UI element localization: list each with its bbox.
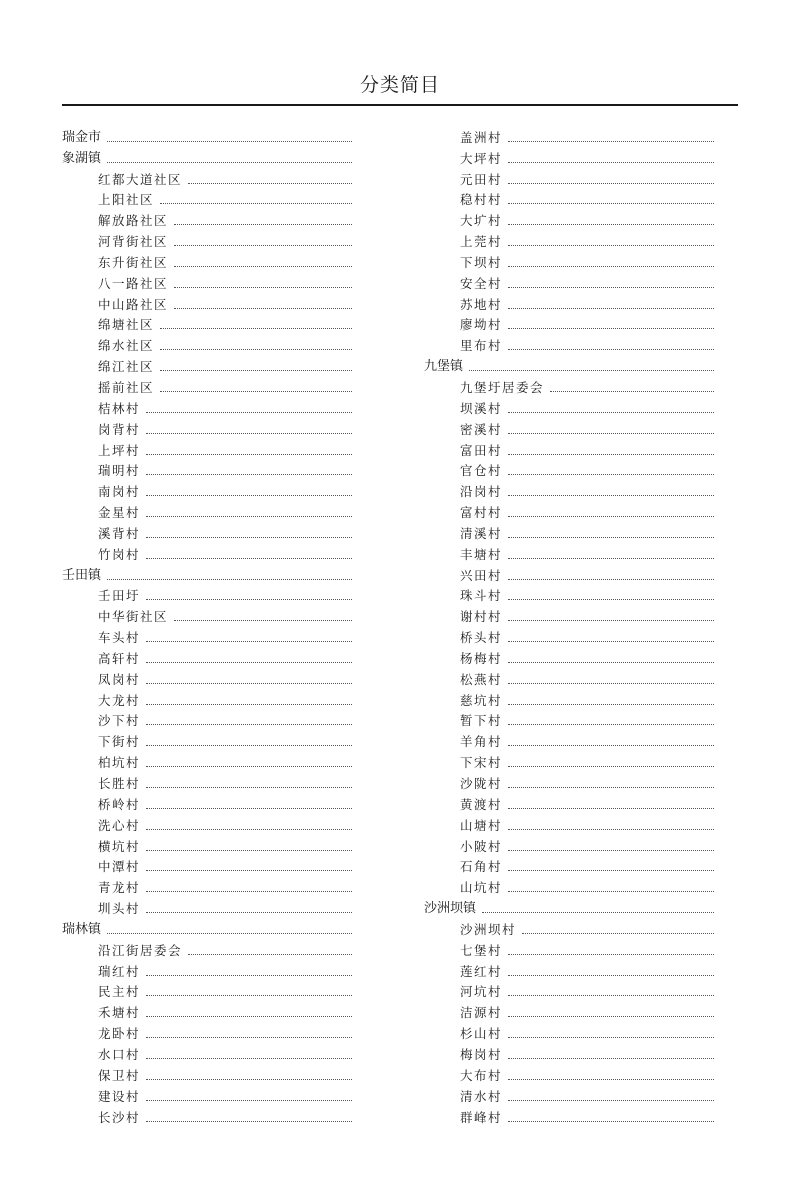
toc-entry xyxy=(424,207,714,228)
dot-leader xyxy=(508,1121,714,1122)
toc-entry xyxy=(62,958,352,979)
dot-leader xyxy=(508,995,714,996)
dot-leader xyxy=(508,1079,714,1080)
toc-entry-label: 绵水社区 xyxy=(98,338,155,354)
dot-leader xyxy=(508,662,714,663)
toc-entry-label: 车头村 xyxy=(98,630,141,646)
toc-entry-label: 河坑村 xyxy=(460,984,503,1000)
toc-entry xyxy=(62,666,352,687)
toc-entry-label: 清溪村 xyxy=(460,525,503,541)
toc-entry xyxy=(62,874,352,895)
toc-entry-label: 珠斗村 xyxy=(460,588,503,604)
toc-entry xyxy=(62,228,352,249)
toc-entry-label: 松燕村 xyxy=(460,671,503,687)
toc-entry-label: 下坝村 xyxy=(460,254,503,270)
toc-entry xyxy=(62,478,352,499)
dot-leader xyxy=(508,433,714,434)
toc-entry-label: 桔林村 xyxy=(98,400,141,416)
toc-entry-label: 下街村 xyxy=(98,734,141,750)
toc-entry-label: 石角村 xyxy=(460,859,503,875)
toc-entry-label: 沙洲坝镇 xyxy=(424,901,477,917)
dot-leader xyxy=(469,370,714,371)
toc-section-heading xyxy=(424,895,714,916)
toc-entry xyxy=(424,249,714,270)
toc-entry-label: 洗心村 xyxy=(98,817,141,833)
toc-entry xyxy=(424,499,714,520)
dot-leader xyxy=(146,995,352,996)
toc-entry-label: 建设村 xyxy=(98,1088,141,1104)
toc-entry xyxy=(424,666,714,687)
toc-entry xyxy=(424,187,714,208)
toc-entry-label: 中华街社区 xyxy=(98,609,169,625)
dot-leader xyxy=(508,224,714,225)
toc-entry xyxy=(424,603,714,624)
toc-entry-label: 桥岭村 xyxy=(98,796,141,812)
dot-leader xyxy=(107,162,352,163)
toc-entry-label: 沙洲坝村 xyxy=(460,921,517,937)
dot-leader xyxy=(174,245,352,246)
toc-entry-label: 高轩村 xyxy=(98,650,141,666)
dot-leader xyxy=(508,203,714,204)
toc-entry xyxy=(62,312,352,333)
dot-leader xyxy=(174,287,352,288)
toc-entry xyxy=(62,207,352,228)
dot-leader xyxy=(508,141,714,142)
toc-entry xyxy=(62,437,352,458)
toc-entry xyxy=(424,437,714,458)
toc-entry-label: 桥头村 xyxy=(460,630,503,646)
toc-entry xyxy=(62,791,352,812)
toc-entry xyxy=(424,958,714,979)
toc-entry xyxy=(62,374,352,395)
toc-entry xyxy=(424,1062,714,1083)
toc-entry xyxy=(424,624,714,645)
toc-entry-label: 羊角村 xyxy=(460,734,503,750)
dot-leader xyxy=(188,183,352,184)
toc-entry-label: 小陂村 xyxy=(460,838,503,854)
toc-entry-label: 瑞金市 xyxy=(62,129,102,145)
toc-entry-label: 盖洲村 xyxy=(460,129,503,145)
toc-entry-label: 清水村 xyxy=(460,1088,503,1104)
dot-leader xyxy=(146,704,352,705)
toc-entry xyxy=(62,291,352,312)
dot-leader xyxy=(508,537,714,538)
toc-left-column xyxy=(62,124,352,1125)
toc-entry xyxy=(424,708,714,729)
toc-entry-label: 七堡村 xyxy=(460,942,503,958)
toc-entry-label: 壬田镇 xyxy=(62,567,102,583)
toc-section-heading xyxy=(424,353,714,374)
toc-entry-label: 民主村 xyxy=(98,984,141,1000)
toc-entry-label: 梅岗村 xyxy=(460,1046,503,1062)
toc-entry-label: 洁源村 xyxy=(460,1005,503,1021)
toc-entry-label: 南岗村 xyxy=(98,484,141,500)
toc-entry xyxy=(424,770,714,791)
toc-entry-label: 中山路社区 xyxy=(98,296,169,312)
toc-entry-label: 莲红村 xyxy=(460,963,503,979)
dot-leader xyxy=(146,516,352,517)
dot-leader xyxy=(508,349,714,350)
toc-entry xyxy=(62,895,352,916)
toc-entry xyxy=(62,353,352,374)
dot-leader xyxy=(508,1016,714,1017)
toc-entry xyxy=(62,499,352,520)
toc-entry-label: 瑞红村 xyxy=(98,963,141,979)
dot-leader xyxy=(508,495,714,496)
dot-leader xyxy=(146,454,352,455)
toc-entry xyxy=(62,645,352,666)
dot-leader xyxy=(107,141,352,142)
toc-entry xyxy=(424,937,714,958)
toc-entry-label: 长胜村 xyxy=(98,776,141,791)
toc-entry xyxy=(62,1020,352,1041)
dot-leader xyxy=(146,412,352,413)
toc-entry-label: 沙陇村 xyxy=(460,776,503,791)
toc-entry xyxy=(424,687,714,708)
dot-leader xyxy=(508,724,714,725)
toc-entry xyxy=(62,458,352,479)
toc-entry xyxy=(424,541,714,562)
toc-entry-label: 富田村 xyxy=(460,442,503,458)
toc-entry-label: 水口村 xyxy=(98,1046,141,1062)
toc-entry xyxy=(62,1083,352,1104)
toc-entry xyxy=(424,478,714,499)
dot-leader xyxy=(146,495,352,496)
dot-leader xyxy=(508,683,714,684)
toc-entry-label: 红都大道社区 xyxy=(98,171,183,187)
toc-entry-label: 龙卧村 xyxy=(98,1026,141,1042)
dot-leader xyxy=(146,1037,352,1038)
toc-entry xyxy=(424,854,714,875)
toc-entry xyxy=(62,416,352,437)
dot-leader xyxy=(508,1037,714,1038)
toc-entry xyxy=(62,1104,352,1125)
toc-entry-label: 山坑村 xyxy=(460,880,503,896)
toc-entry xyxy=(424,270,714,291)
toc-entry-label: 瑞明村 xyxy=(98,463,141,479)
dot-leader xyxy=(146,745,352,746)
toc-entry-label: 苏地村 xyxy=(460,296,503,312)
toc-entry-label: 谢村村 xyxy=(460,609,503,625)
toc-entry-label: 沙下村 xyxy=(98,713,141,729)
toc-entry-label: 绵塘社区 xyxy=(98,317,155,333)
toc-entry xyxy=(424,395,714,416)
toc-entry-label: 摇前社区 xyxy=(98,379,155,395)
toc-entry xyxy=(424,124,714,145)
dot-leader xyxy=(508,308,714,309)
dot-leader xyxy=(174,308,352,309)
toc-entry xyxy=(424,228,714,249)
toc-entry-label: 瑞林镇 xyxy=(62,921,102,937)
toc-entry-label: 大圹村 xyxy=(460,213,503,229)
dot-leader xyxy=(508,183,714,184)
toc-entry-label: 圳头村 xyxy=(98,901,141,917)
dot-leader xyxy=(174,620,352,621)
toc-entry-label: 长沙村 xyxy=(98,1109,141,1125)
toc-entry-label: 解放路社区 xyxy=(98,213,169,229)
dot-leader xyxy=(146,662,352,663)
dot-leader xyxy=(160,328,352,329)
dot-leader xyxy=(508,1100,714,1101)
toc-entry-label: 暂下村 xyxy=(460,713,503,729)
toc-entry xyxy=(62,937,352,958)
toc-entry-label: 金星村 xyxy=(98,505,141,521)
toc-section-heading xyxy=(62,145,352,166)
toc-entry-label: 九堡镇 xyxy=(424,359,464,375)
dot-leader xyxy=(146,641,352,642)
toc-entry xyxy=(424,645,714,666)
toc-entry xyxy=(62,249,352,270)
toc-entry xyxy=(424,583,714,604)
toc-entry-label: 兴田村 xyxy=(460,567,503,583)
dot-leader xyxy=(508,266,714,267)
dot-leader xyxy=(550,391,714,392)
dot-leader xyxy=(522,933,714,934)
dot-leader xyxy=(146,1100,352,1101)
dot-leader xyxy=(146,433,352,434)
title-divider xyxy=(62,104,738,106)
toc-entry-label: 山塘村 xyxy=(460,817,503,833)
dot-leader xyxy=(146,683,352,684)
toc-entry xyxy=(62,187,352,208)
toc-entry xyxy=(424,458,714,479)
dot-leader xyxy=(508,620,714,621)
toc-entry xyxy=(424,166,714,187)
dot-leader xyxy=(508,766,714,767)
toc-entry-label: 密溪村 xyxy=(460,421,503,437)
toc-entry-label: 丰塘村 xyxy=(460,546,503,562)
dot-leader xyxy=(160,391,352,392)
toc-entry xyxy=(424,791,714,812)
toc-section-heading xyxy=(62,562,352,583)
dot-leader xyxy=(482,912,714,913)
dot-leader xyxy=(188,954,352,955)
toc-entry-label: 溪背村 xyxy=(98,525,141,541)
dot-leader xyxy=(508,412,714,413)
toc-entry-label: 廖坳村 xyxy=(460,317,503,333)
toc-section-heading xyxy=(62,124,352,145)
toc-entry xyxy=(62,749,352,770)
toc-entry-label: 上坪村 xyxy=(98,442,141,458)
toc-entry-label: 大布村 xyxy=(460,1067,503,1083)
toc-entry-label: 沿岗村 xyxy=(460,484,503,500)
toc-entry-label: 东升街社区 xyxy=(98,254,169,270)
toc-entry xyxy=(62,166,352,187)
toc-entry xyxy=(424,728,714,749)
toc-entry xyxy=(62,687,352,708)
toc-entry-label: 官仓村 xyxy=(460,463,503,479)
toc-entry-label: 黄渡村 xyxy=(460,796,503,812)
toc-entry xyxy=(424,562,714,583)
dot-leader xyxy=(508,287,714,288)
dot-leader xyxy=(146,891,352,892)
dot-leader xyxy=(146,1016,352,1017)
toc-entry xyxy=(424,291,714,312)
toc-entry-label: 下宋村 xyxy=(460,755,503,771)
toc-entry xyxy=(62,708,352,729)
dot-leader xyxy=(508,474,714,475)
toc-entry xyxy=(424,1041,714,1062)
dot-leader xyxy=(146,537,352,538)
toc-entry xyxy=(424,979,714,1000)
toc-entry xyxy=(62,1041,352,1062)
toc-entry xyxy=(62,812,352,833)
dot-leader xyxy=(508,1058,714,1059)
dot-leader xyxy=(107,933,352,934)
toc-entry xyxy=(62,979,352,1000)
toc-entry xyxy=(62,770,352,791)
toc-entry xyxy=(62,395,352,416)
dot-leader xyxy=(508,599,714,600)
dot-leader xyxy=(508,454,714,455)
dot-leader xyxy=(508,787,714,788)
toc-entry-label: 元田村 xyxy=(460,171,503,187)
dot-leader xyxy=(160,203,352,204)
toc-entry xyxy=(62,583,352,604)
toc-entry-label: 上莞村 xyxy=(460,234,503,250)
toc-entry-label: 杨梅村 xyxy=(460,650,503,666)
toc-entry-label: 慈坑村 xyxy=(460,692,503,708)
dot-leader xyxy=(146,1121,352,1122)
toc-entry xyxy=(62,520,352,541)
dot-leader xyxy=(508,516,714,517)
dot-leader xyxy=(146,808,352,809)
toc-entry-label: 富村村 xyxy=(460,505,503,521)
toc-entry-label: 稳村村 xyxy=(460,192,503,208)
toc-entry-label: 柏坑村 xyxy=(98,755,141,771)
toc-entry-label: 上阳社区 xyxy=(98,192,155,208)
toc-entry-label: 里布村 xyxy=(460,338,503,354)
dot-leader xyxy=(508,954,714,955)
toc-entry xyxy=(424,1020,714,1041)
page-title: 分类简目 xyxy=(359,74,440,96)
dot-leader xyxy=(146,850,352,851)
toc-entry xyxy=(424,812,714,833)
dot-leader xyxy=(508,328,714,329)
dot-leader xyxy=(146,766,352,767)
toc-entry-label: 大龙村 xyxy=(98,692,141,708)
dot-leader xyxy=(146,870,352,871)
dot-leader xyxy=(508,558,714,559)
dot-leader xyxy=(508,870,714,871)
toc-right-column xyxy=(424,124,714,1125)
toc-entry-label: 保卫村 xyxy=(98,1067,141,1083)
toc-entry xyxy=(424,520,714,541)
dot-leader xyxy=(174,266,352,267)
toc-entry-label: 河背街社区 xyxy=(98,234,169,250)
toc-entry xyxy=(62,1062,352,1083)
toc-entry xyxy=(424,999,714,1020)
dot-leader xyxy=(146,599,352,600)
toc-entry-label: 九堡圩居委会 xyxy=(460,379,545,395)
toc-entry-label: 沿江街居委会 xyxy=(98,942,183,958)
toc-entry-label: 中潭村 xyxy=(98,859,141,875)
toc-entry xyxy=(62,999,352,1020)
toc-entry xyxy=(424,374,714,395)
dot-leader xyxy=(508,704,714,705)
dot-leader xyxy=(508,641,714,642)
toc-entry xyxy=(424,312,714,333)
dot-leader xyxy=(146,787,352,788)
toc-entry-label: 坝溪村 xyxy=(460,400,503,416)
dot-leader xyxy=(508,245,714,246)
dot-leader xyxy=(508,808,714,809)
dot-leader xyxy=(146,1079,352,1080)
toc-entry-label: 壬田圩 xyxy=(98,588,141,604)
toc-entry xyxy=(62,270,352,291)
dot-leader xyxy=(146,558,352,559)
toc-entry-label: 安全村 xyxy=(460,275,503,291)
dot-leader xyxy=(146,829,352,830)
dot-leader xyxy=(508,745,714,746)
toc-entry-label: 横坑村 xyxy=(98,838,141,854)
dot-leader xyxy=(508,850,714,851)
toc-entry-label: 群峰村 xyxy=(460,1109,503,1125)
toc-entry xyxy=(424,874,714,895)
dot-leader xyxy=(146,474,352,475)
dot-leader xyxy=(107,579,352,580)
toc-entry-label: 禾塘村 xyxy=(98,1005,141,1021)
dot-leader xyxy=(146,975,352,976)
toc-entry xyxy=(424,833,714,854)
toc-section-heading xyxy=(62,916,352,937)
toc-entry-label: 岗背村 xyxy=(98,421,141,437)
dot-leader xyxy=(146,724,352,725)
toc-entry-label: 八一路社区 xyxy=(98,275,169,291)
dot-leader xyxy=(508,579,714,580)
dot-leader xyxy=(174,224,352,225)
toc-entry-label: 杉山村 xyxy=(460,1026,503,1042)
dot-leader xyxy=(508,891,714,892)
toc-entry-label: 象湖镇 xyxy=(62,150,102,166)
toc-entry xyxy=(424,1104,714,1125)
toc-entry xyxy=(62,603,352,624)
toc-entry xyxy=(424,416,714,437)
dot-leader xyxy=(508,162,714,163)
toc-entry xyxy=(62,541,352,562)
toc-entry xyxy=(62,854,352,875)
dot-leader xyxy=(508,975,714,976)
toc-entry xyxy=(424,749,714,770)
dot-leader xyxy=(146,912,352,913)
toc-entry xyxy=(424,916,714,937)
toc-entry-label: 绵江社区 xyxy=(98,359,155,375)
toc-entry xyxy=(424,1083,714,1104)
toc-entry-label: 竹岗村 xyxy=(98,546,141,562)
dot-leader xyxy=(508,829,714,830)
toc-entry xyxy=(424,145,714,166)
toc-entry xyxy=(62,728,352,749)
dot-leader xyxy=(160,370,352,371)
toc-entry xyxy=(62,332,352,353)
toc-entry-label: 大坪村 xyxy=(460,150,503,166)
toc-entry xyxy=(62,624,352,645)
toc-entry-label: 青龙村 xyxy=(98,880,141,896)
toc-entry xyxy=(62,833,352,854)
dot-leader xyxy=(146,1058,352,1059)
dot-leader xyxy=(160,349,352,350)
toc-entry-label: 凤岗村 xyxy=(98,671,141,687)
toc-entry xyxy=(424,332,714,353)
